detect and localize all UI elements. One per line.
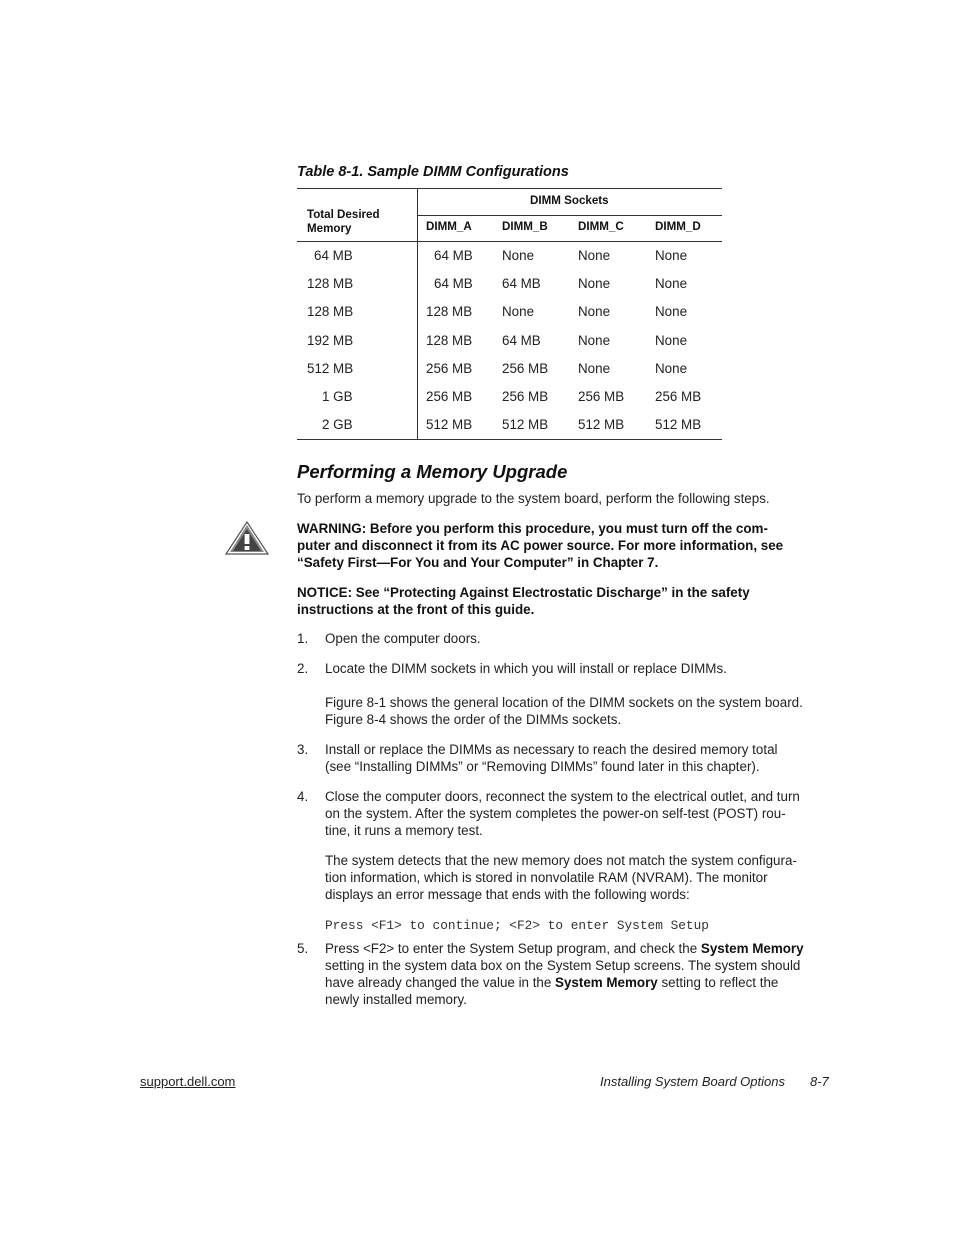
step-text: tine, it runs a memory test. xyxy=(325,823,483,838)
table-cell: None xyxy=(578,248,611,263)
step-number: 3. xyxy=(297,742,309,757)
table-cell: 2 GB xyxy=(322,417,353,432)
step-note-line: tion information, which is stored in nonvolatile RAM (NVRAM). The monitor xyxy=(325,870,768,885)
table-cell: 128 MB xyxy=(426,304,473,319)
footer-link[interactable]: support.dell.com xyxy=(140,1074,236,1089)
page-number: 8-7 xyxy=(810,1074,829,1089)
notice-line-1: NOTICE: See “Protecting Against Electrostatic Discharge” in the safety xyxy=(297,585,750,600)
table-header-dimm-a: DIMM_A xyxy=(426,220,472,233)
table-group-rule xyxy=(417,215,722,216)
table-group-header: DIMM Sockets xyxy=(530,194,609,207)
code-line: Press <F1> to continue; <F2> to enter System Setup xyxy=(325,918,709,933)
table-cell: 512 MB xyxy=(578,417,625,432)
notice-line-2: instructions at the front of this guide. xyxy=(297,602,535,617)
table-header-dimm-c: DIMM_C xyxy=(578,220,624,233)
table-cell: 512 MB xyxy=(655,417,702,432)
step-text: Open the computer doors. xyxy=(325,631,481,646)
table-cell: 128 MB xyxy=(307,276,354,291)
table-header-total-2: Memory xyxy=(307,222,352,235)
step-note-line: The system detects that the new memory does not match the system configura- xyxy=(325,853,797,868)
table-cell: 64 MB xyxy=(502,333,541,348)
table-caption: Table 8-1. Sample DIMM Configurations xyxy=(297,164,569,180)
step-number: 4. xyxy=(297,789,309,804)
table-bottom-rule xyxy=(297,439,722,440)
warning-icon xyxy=(225,521,269,555)
step-text: Close the computer doors, reconnect the system to the electrical outlet, and turn xyxy=(325,789,800,804)
table-cell: 256 MB xyxy=(426,389,473,404)
table-cell: 128 MB xyxy=(426,333,473,348)
table-cell: None xyxy=(578,276,611,291)
table-cell: 64 MB xyxy=(502,276,541,291)
table-cell: 512 MB xyxy=(502,417,549,432)
table-cell: 256 MB xyxy=(426,361,473,376)
step-text xyxy=(325,974,845,991)
table-cell: 192 MB xyxy=(307,333,354,348)
step-text-part: have already changed the value in the xyxy=(325,975,556,990)
table-cell: 64 MB xyxy=(434,248,473,263)
table-cell: None xyxy=(655,276,688,291)
table-cell: 256 MB xyxy=(502,389,549,404)
step-text-part: Press <F2> to enter the System Setup program, and check the xyxy=(325,941,701,956)
table-header-total-1: Total Desired xyxy=(307,208,380,221)
warning-line-2: puter and disconnect it from its AC power source. For more information, see xyxy=(297,538,784,553)
step-note-line: Figure 8-4 shows the order of the DIMMs sockets. xyxy=(325,712,622,727)
step-note-line: displays an error message that ends with the following words: xyxy=(325,887,690,902)
section-heading: Performing a Memory Upgrade xyxy=(297,461,568,482)
table-cell: None xyxy=(655,304,688,319)
table-cell: None xyxy=(502,248,535,263)
table-cell: None xyxy=(655,248,688,263)
step-number: 1. xyxy=(297,631,309,646)
step-number: 5. xyxy=(297,941,309,956)
table-cell: None xyxy=(655,333,688,348)
step-number: 2. xyxy=(297,661,309,676)
step-text: Install or replace the DIMMs as necessary to reach the desired memory total xyxy=(325,742,778,757)
table-cell: None xyxy=(578,304,611,319)
intro-paragraph: To perform a memory upgrade to the system board, perform the following steps. xyxy=(297,491,770,506)
warning-line-3: “Safety First—For You and Your Computer” in Chapter 7. xyxy=(297,555,659,570)
warning-line-1: WARNING: Before you perform this procedure, you must turn off the com- xyxy=(297,521,768,536)
table-vertical-rule xyxy=(417,188,418,439)
table-cell: None xyxy=(655,361,688,376)
footer-title: Installing System Board Options xyxy=(600,1074,785,1089)
step-text-part: setting to reflect the xyxy=(657,975,779,990)
setting-name: System Memory xyxy=(555,975,658,990)
table-cell: None xyxy=(502,304,535,319)
table-cell: 128 MB xyxy=(307,304,354,319)
table-cell: 512 MB xyxy=(307,361,354,376)
table-header-dimm-d: DIMM_D xyxy=(655,220,701,233)
table-cell: None xyxy=(578,361,611,376)
table-cell: None xyxy=(578,333,611,348)
table-cell: 256 MB xyxy=(502,361,549,376)
step-text xyxy=(325,940,845,957)
table-cell: 512 MB xyxy=(426,417,473,432)
table-header-rule xyxy=(297,241,722,242)
table-cell: 256 MB xyxy=(655,389,702,404)
table-cell: 64 MB xyxy=(314,248,353,263)
step-text: setting in the system data box on the System Setup screens. The system should xyxy=(325,958,801,973)
table-cell: 256 MB xyxy=(578,389,625,404)
step-text: (see “Installing DIMMs” or “Removing DIMMs” found later in this chapter). xyxy=(325,759,760,774)
table-cell: 1 GB xyxy=(322,389,353,404)
setting-name: System Memory xyxy=(700,941,804,956)
table-cell: 64 MB xyxy=(434,276,473,291)
step-text: Locate the DIMM sockets in which you will install or replace DIMMs. xyxy=(325,661,727,676)
step-text: newly installed memory. xyxy=(325,992,467,1007)
step-note-line: Figure 8-1 shows the general location of the DIMM sockets on the system board. xyxy=(325,695,803,710)
table-header-dimm-b: DIMM_B xyxy=(502,220,548,233)
step-text: on the system. After the system completes the power-on self-test (POST) rou- xyxy=(325,806,786,821)
table-top-rule xyxy=(297,188,722,189)
